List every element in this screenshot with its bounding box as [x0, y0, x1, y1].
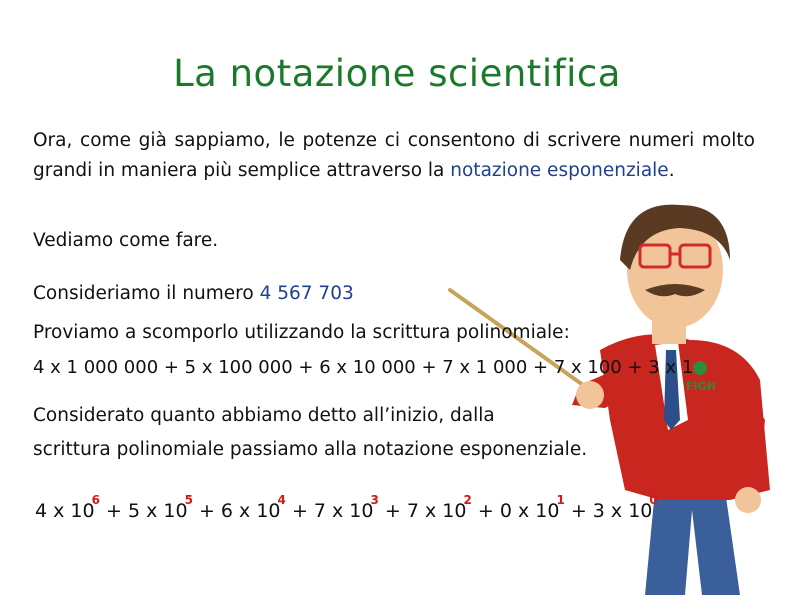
pants — [645, 490, 740, 595]
vediamo-line: Vediamo come fare. — [33, 230, 219, 251]
intro-paragraph — [33, 126, 755, 186]
intro-text: Ora, come già sappiamo, le potenze ci consentono di scrivere numeri molto grandi in maniera più semplice attraverso la — [33, 130, 755, 181]
jacket-logo: FIGH — [686, 380, 716, 393]
considerato-line-1: Considerato quanto abbiamo detto all’inizio, dalla — [33, 405, 495, 426]
formula-term: + 0 x $10^1$ — [477, 493, 565, 523]
page-title: La notazione scientifica — [173, 52, 621, 95]
formula-term: + 6 x $10^4$ — [198, 493, 286, 523]
considerato-line-2: scrittura polinomiale passiamo alla notazione esponenziale. — [33, 439, 588, 460]
consideriamo-line — [33, 283, 354, 304]
exponential-formula — [35, 493, 658, 523]
intro-highlight: notazione esponenziale — [450, 160, 669, 181]
formula-term: + 5 x $10^5$ — [106, 493, 193, 523]
formula-term: 4 x $10^6$ — [35, 493, 100, 523]
teacher-illustration — [440, 190, 794, 595]
number-value: 4 567 703 — [259, 283, 354, 304]
intro-end: . — [668, 160, 675, 181]
formula-term: + 7 x $10^2$ — [384, 493, 472, 523]
proviamo-line: Proviamo a scomporlo utilizzando la scrittura polinomiale: — [33, 322, 570, 343]
formula-term: + 3 x $10^0$ — [570, 493, 658, 523]
polinomiale-line: 4 x 1 000 000 + 5 x 100 000 + 6 x 10 000 + 7 x 1 000 + 7 x 100 + 3 x 1 — [33, 357, 694, 378]
hand — [576, 381, 604, 409]
consideriamo-text: Consideriamo il numero — [33, 283, 260, 304]
formula-term: + 7 x $10^3$ — [291, 493, 379, 523]
